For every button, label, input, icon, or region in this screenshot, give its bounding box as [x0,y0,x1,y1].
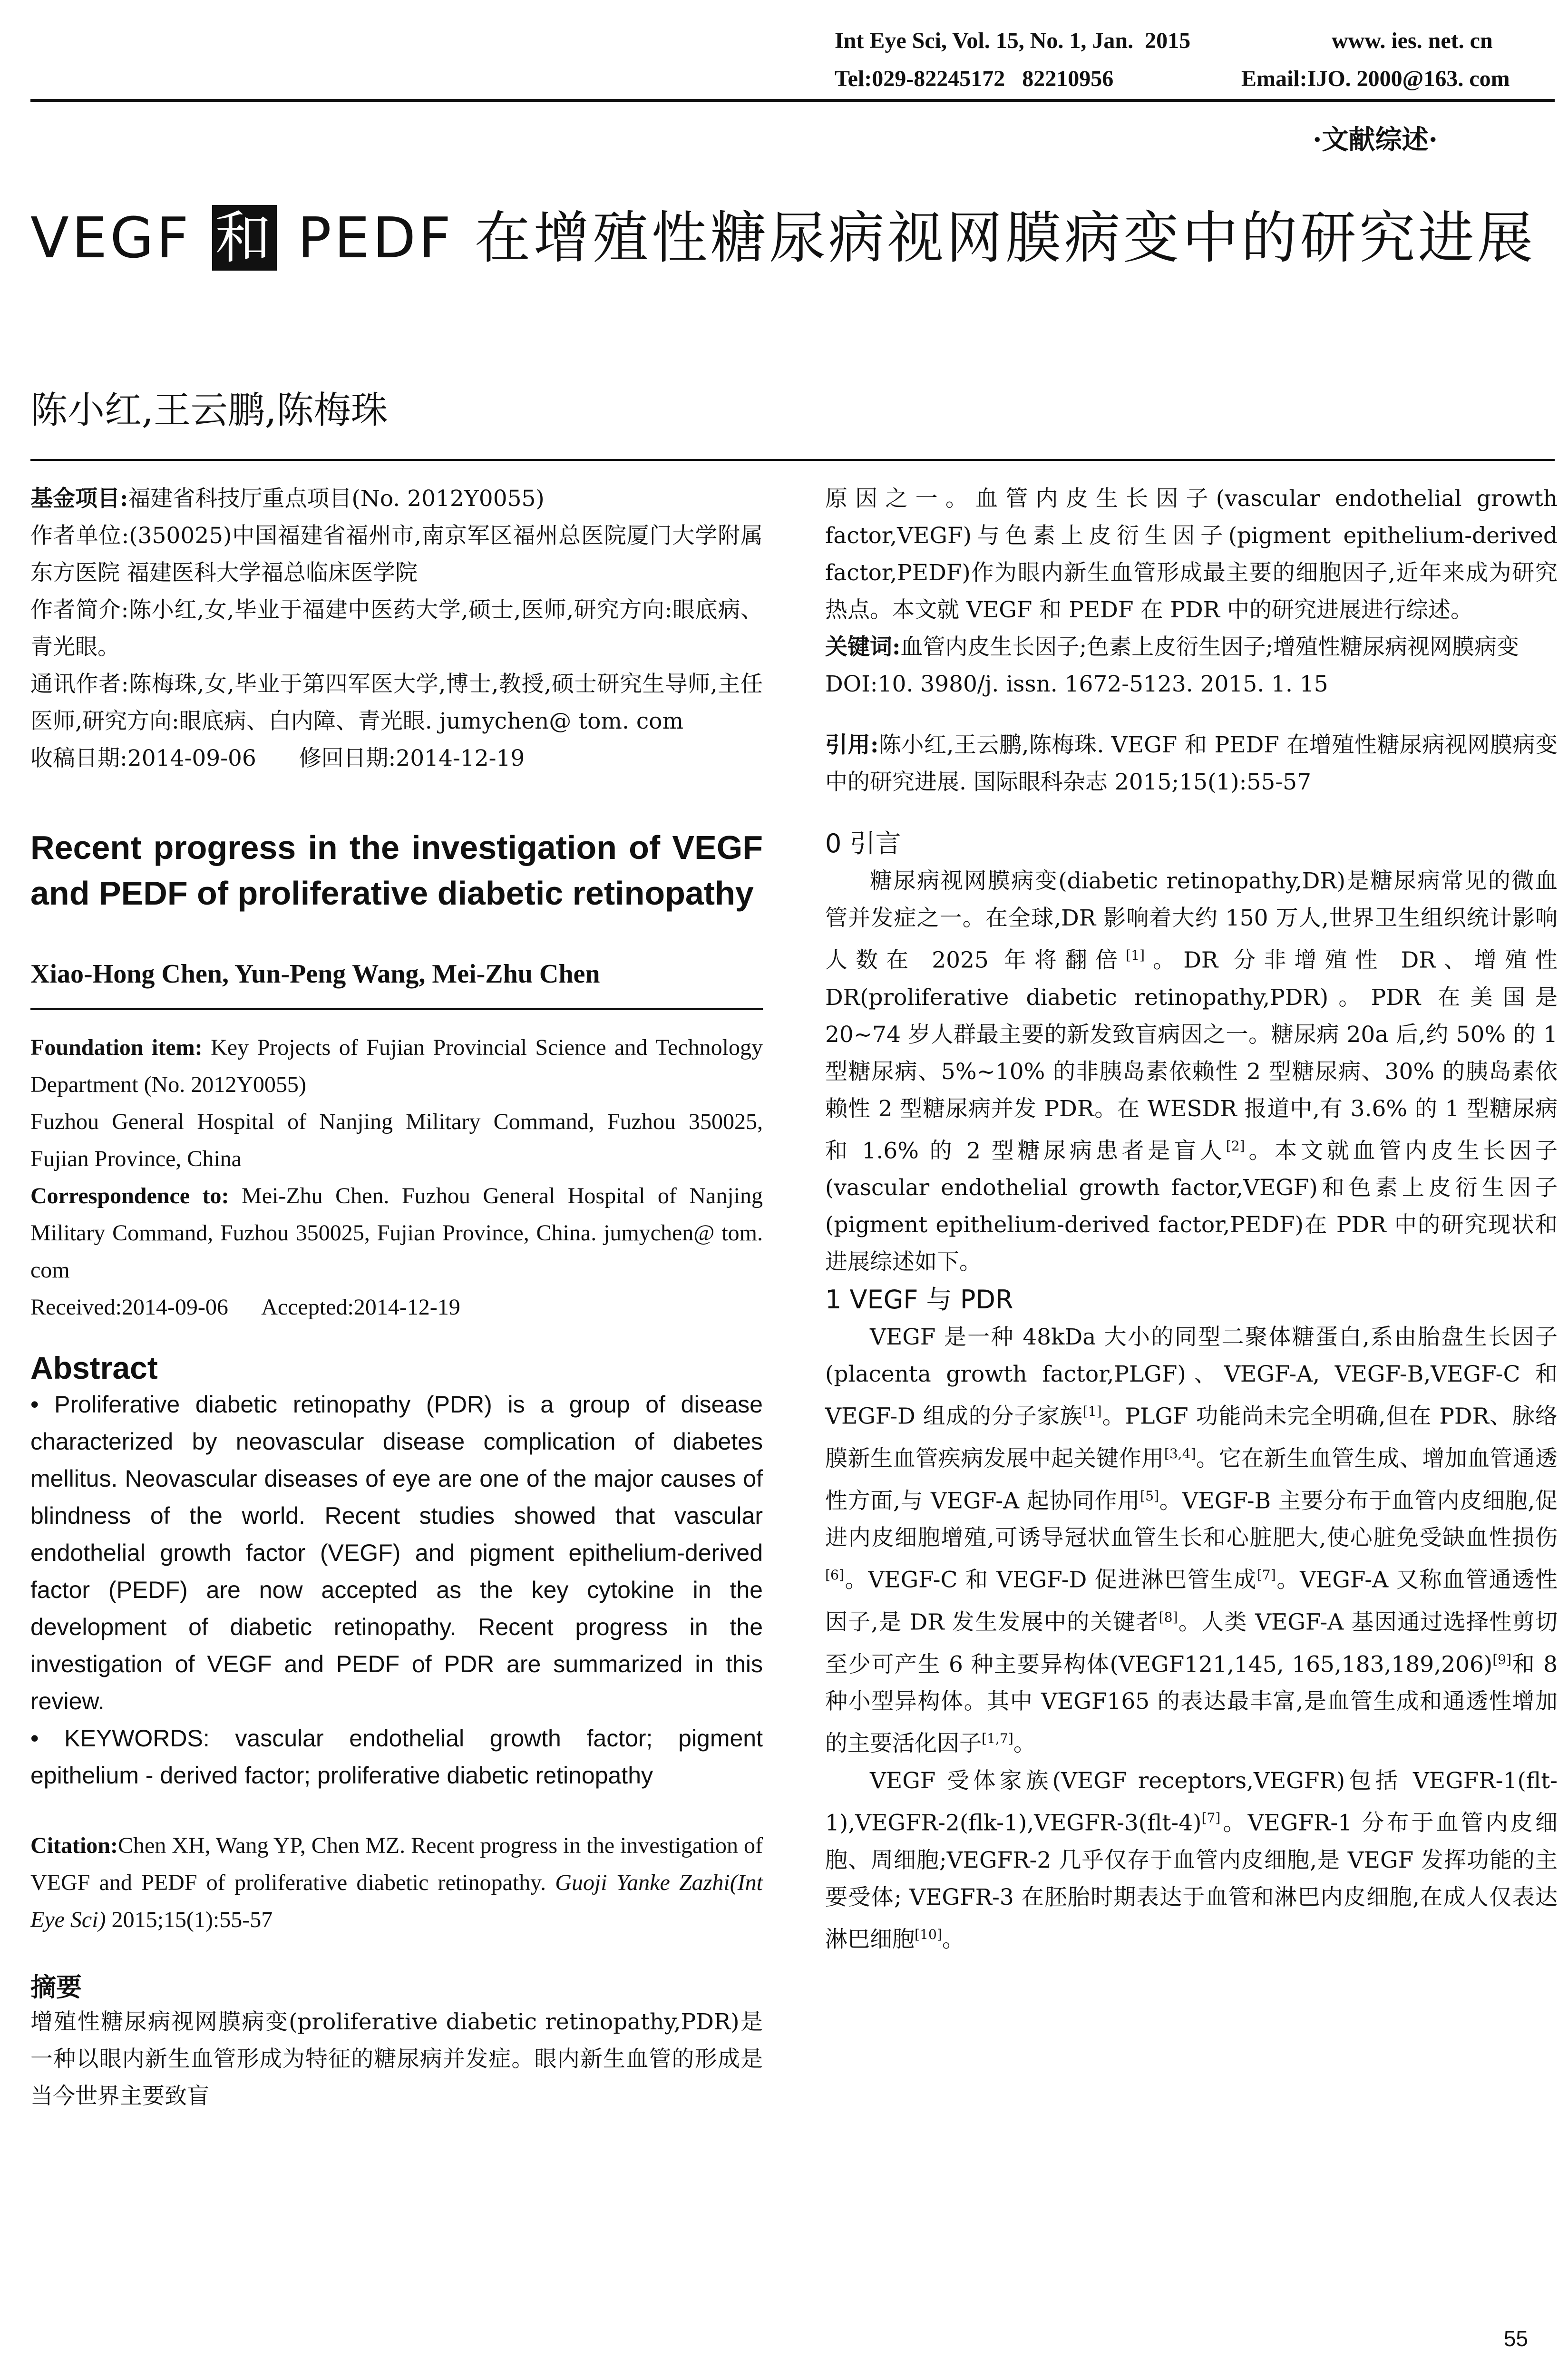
cn-abstract-heading: 摘要 [30,1972,82,2002]
citation-en: Citation:Chen XH, Wang YP, Chen MZ. Recent progress in the investigation of VEGF and PEDF of proliferative diabetic retinopathy. Guoji Yanke Zazhi(Int Eye Sci) 2015;15(1):55-57 [30,1833,763,1932]
keywords-en: • KEYWORDS: vascular endothelial growth factor; pigment epithelium - derived factor; proliferative diabetic retinopathy [30,1725,763,1789]
affiliation-cn: 作者单位:(350025)中国福建省福州市,南京军区福州总医院厦门大学附属东方医院 福建医科大学福总临床医学院 [30,523,763,586]
title-rule [30,459,1555,461]
page-title: VEGF 和 PEDF 在增殖性糖尿病视网膜病变中的研究进展 [30,205,1536,271]
journal-email: Email:IJO. 2000@163. com [1241,66,1510,91]
english-title: Recent progress in the investigation of VEGF and PEDF of proliferative diabetic retinopathy [30,829,763,912]
journal-tel: Tel:029-82245172 82210956 [835,66,1114,91]
header-rule [30,99,1555,102]
journal-info: Int Eye Sci, Vol. 15, No. 1, Jan. 2015 [835,28,1191,53]
page-number: 55 [1503,2326,1528,2351]
correspondence-cn: 通讯作者:陈梅珠,女,毕业于第四军医大学,博士,教授,硕士研究生导师,主任医师,研究方向:眼底病、白内障、青光眼. jumychen@ tom. com [30,671,763,734]
dates-en: Received:2014-09-06 Accepted:2014-12-19 [30,1295,460,1320]
cn-abstract-text: 增殖性糖尿病视网膜病变(proliferative diabetic retinopathy,PDR)是一种以眼内新生血管形成为特征的糖尿病并发症。眼内新生血管的形成是当今世界主要致盲 [30,2009,763,2109]
section-label: ·文献综述· [1313,124,1438,156]
section1-paragraph2: VEGF 受体家族(VEGF receptors,VEGFR)包括 VEGFR-1(flt-1),VEGFR-2(flk-1),VEGFR-3(flt-4)[7]。VEGFR-1 分布于血管内皮细胞、周细胞;VEGFR-2 几乎仅存于血管内皮细胞,是 VEGF 发挥功能的主要受体; VEGFR-3 在胚胎时期表达于血管和淋巴内皮细胞,在成人仅表达淋巴细胞[10]。 [825,1767,1558,1953]
dates-cn: 收稿日期:2014-09-06 修回日期:2014-12-19 [30,745,525,771]
journal-website: www. ies. net. cn [1332,28,1493,53]
section1-heading: 1 VEGF 与 PDR [825,1285,1013,1315]
cn-abstract-continued: 原因之一。血管内皮生长因子(vascular endothelial growth factor,VEGF)与色素上皮衍生因子(pigment epithelium-derived factor,PEDF)作为眼内新生血管形成最主要的细胞因子,近年来成为研究热点。本文就 VEGF 和 PEDF 在 PDR 中的研究进展进行综述。 [825,486,1558,623]
intro-heading: 0 引言 [825,828,901,858]
title-highlight: 和 [212,205,277,271]
affiliation-en: Fuzhou General Hospital of Nanjing Military Command, Fuzhou 350025, Fujian Province, China [30,1109,763,1171]
citation-cn: 引用:陈小红,王云鹏,陈梅珠. VEGF 和 PEDF 在增殖性糖尿病视网膜病变中的研究进展. 国际眼科杂志 2015;15(1):55-57 [825,732,1558,795]
left-column [30,480,763,2115]
abstract-text: • Proliferative diabetic retinopathy (PDR) is a group of disease characterized by neovascular disease complication of diabetes mellitus. Neovascular diseases of eye are one of the major causes of blindness of the world. Recent studies showed that vascular endothelial growth factor (VEGF) and pigment epithelium-derived factor (PEDF) are now accepted as the key cytokine in the development of diabetic retinopathy. Recent progress in the investigation of VEGF and PEDF of PDR are summarized in this review. [30,1391,763,1715]
correspondence-en: Correspondence to: Mei-Zhu Chen. Fuzhou General Hospital of Nanjing Military Command, Fuzhou 350025, Fujian Province, China. jumychen@ tom. com [30,1183,763,1283]
authors-cn: 陈小红,王云鹏,陈梅珠 [30,389,388,432]
right-column [825,480,1558,1958]
authors-rule [30,1008,763,1010]
keywords-cn: 关键词:血管内皮生长因子;色素上皮衍生因子;增殖性糖尿病视网膜病变 [825,634,1519,660]
foundation-cn: 基金项目:福建省科技厅重点项目(No. 2012Y0055) [30,486,545,512]
english-authors: Xiao-Hong Chen, Yun-Peng Wang, Mei-Zhu Chen [30,959,600,989]
section1-paragraph1: VEGF 是一种 48kDa 大小的同型二聚体糖蛋白,系由胎盘生长因子(placenta growth factor,PLGF)、VEGF-A, VEGF-B,VEGF-C 和 VEGF-D 组成的分子家族[1]。PLGF 功能尚未完全明确,但在 PDR、脉络膜新生血管疾病发展中起关键作用[3,4]。它在新生血管生成、增加血管通透性方面,与 VEGF-A 起协同作用[5]。VEGF-B 主要分布于血管内皮细胞,促进内皮细胞增殖,可诱导冠状血管生长和心脏肥大,使心脏免受缺血性损伤[6]。VEGF-C 和 VEGF-D 促进淋巴管生成[7]。VEGF-A 又称血管通透性因子,是 DR 发生发展中的关键者[8]。人类 VEGF-A 基因通过选择性剪切至少可产生 6 种主要异构体(VEGF121,145, 165,183,189,206)[9]和 8 种小型异构体。其中 VEGF165 的表达最丰富,是血管生成和通透性增加的主要活化因子[1,7]。 [825,1324,1558,1757]
author-bio-cn: 作者简介:陈小红,女,毕业于福建中医药大学,硕士,医师,研究方向:眼底病、青光眼。 [30,597,763,660]
abstract-heading: Abstract [30,1350,158,1385]
foundation-en: Foundation item: Key Projects of Fujian Provincial Science and Technology Department (No. 2012Y0055) [30,1035,763,1097]
doi: DOI:10. 3980/j. issn. 1672-5123. 2015. 1. 15 [825,671,1328,697]
intro-paragraph: 糖尿病视网膜病变(diabetic retinopathy,DR)是糖尿病常见的微血管并发症之一。在全球,DR 影响着大约 150 万人,世界卫生组织统计影响人数在 2025 年将翻倍[1]。DR 分非增殖性 DR、增殖性 DR(proliferative diabetic retinopathy,PDR)。PDR 在美国是 20~74 岁人群最主要的新发致盲病因之一。糖尿病 20a 后,约 50% 的 1 型糖尿病、5%~10% 的非胰岛素依赖性 2 型糖尿病、30% 的胰岛素依赖性 2 型糖尿病并发 PDR。在 WESDR 报道中,有 3.6% 的 1 型糖尿病和 1.6% 的 2 型糖尿病患者是盲人[2]。本文就血管内皮生长因子(vascular endothelial growth factor,VEGF)和色素上皮衍生因子(pigment epithelium-derived factor,PEDF)在 PDR 中的研究现状和进展综述如下。 [825,868,1558,1276]
